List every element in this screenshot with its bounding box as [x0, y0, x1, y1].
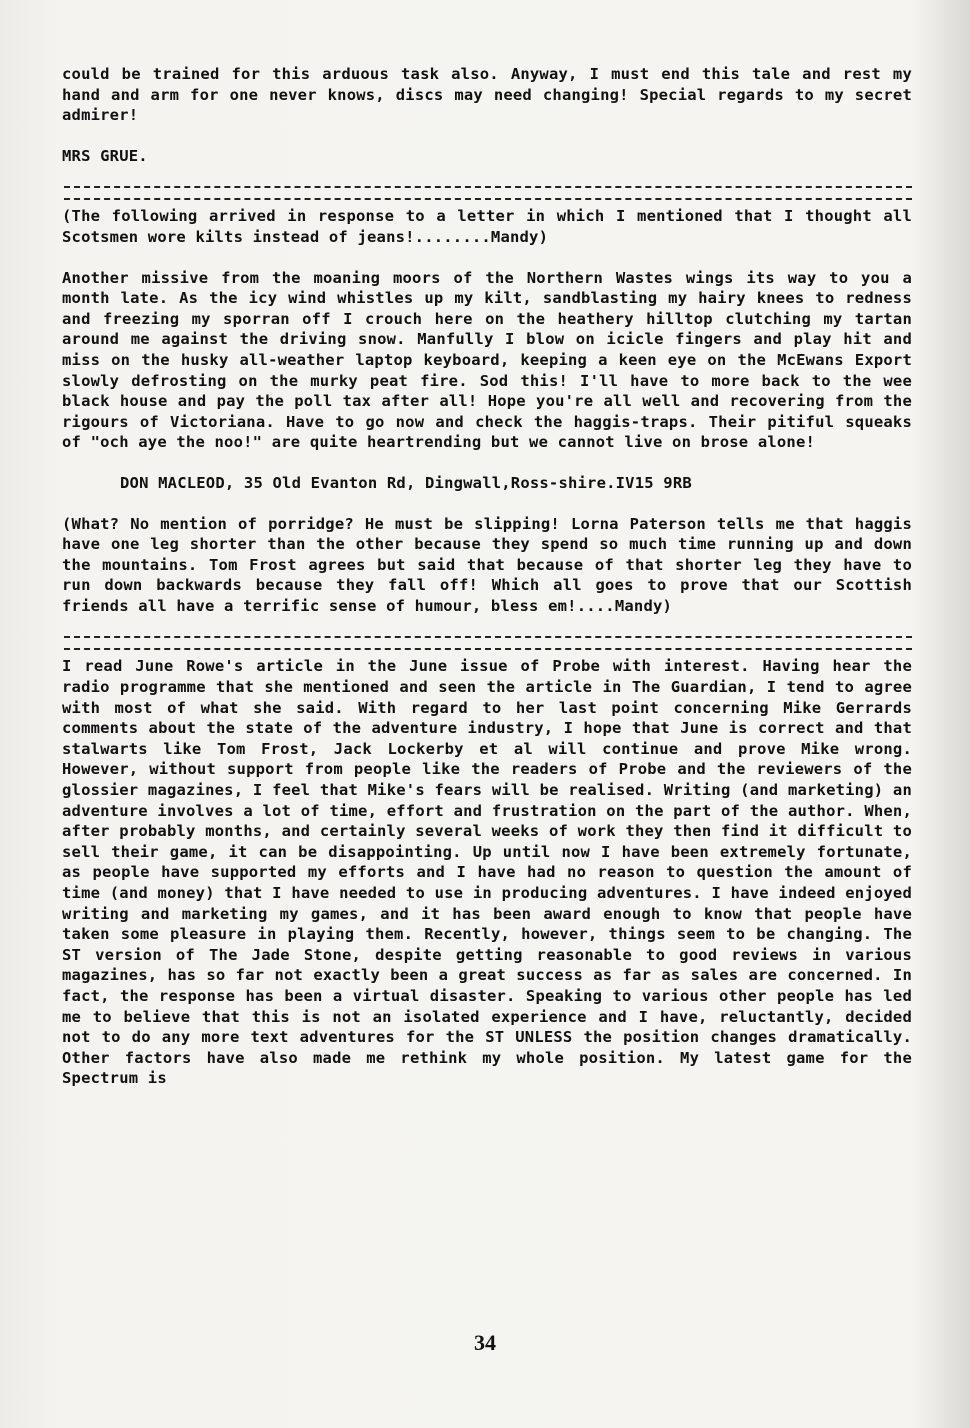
- letter3-body: I read June Rowe's article in the June issue of Probe with interest. Having hear the radio programme that she mentioned and seen the article in The Guardian, I tend to agree with most of what she said. With regard to her last point concerning Mike Gerrards comments about the state of the adventure industry, I hope that June is correct and that stalwarts like Tom Frost, Jack Lockerby et al will continue and prove Mike wrong. However, without support from people like the readers of Probe and the reviewers of the glossier magazines, I feel that Mike's fears will be realised. Writing (and marketing) an adventure involves a lot of time, effort and frustration on the part of the author. When, after probably months, and certainly several weeks of work they then find it difficult to sell their game, it can be disappointing. Up until now I have been extremely fortunate, as people have supported my efforts and I have had no reason to question the amount of time (and money) that I have needed to use in producing adventures. I have indeed enjoyed writing and marketing my games, and it has been award enough to know that people have taken some pleasure in playing them. Recently, however, things seem to be changing. The ST version of The Jade Stone, despite getting reasonable to good reviews in various magazines, has so far not exactly been a great success as far as sales are concerned. In fact, the response has been a virtual disaster. Speaking to various other people has led me to believe that this is not an isolated experience and I have, reluctantly, decided not to do any more text adventures for the ST UNLESS the position changes dramatically. Other factors have also made me rethink my whole position. My latest game for the Spectrum is: [62, 657, 912, 1088]
- letter1-body: could be trained for this arduous task also. Anyway, I must end this tale and rest my hand and arm for one never knows, discs may need changing! Special regards to my secret admirer!: [62, 65, 912, 125]
- letter2-intro: (The following arrived in response to a letter in which I mentioned that I thought all Scotsmen wore kilts instead of jeans!........Mandy): [62, 207, 912, 246]
- section-divider: [64, 636, 912, 650]
- editor-reply: (What? No mention of porridge? He must be slipping! Lorna Paterson tells me that haggis have one leg shorter than the other because they spend so much time running up and down the mountains. Tom Frost agrees but said that because of that shorter leg they have to run down backwards because they fall off! Which all goes to prove that our Scottish friends all have a terrific sense of humour, bless em!....Mandy): [62, 514, 912, 615]
- letter1-signoff: MRS GRUE.: [62, 146, 148, 165]
- letter2-body: Another missive from the moaning moors of the Northern Wastes wings its way to you a month late. As the icy wind whistles up my kilt, sandblasting my hairy knees to redness and freezing my sporran off I crouch here on the heathery hilltop clutching my tartan around me against the driving snow. Manfully I blow on icicle fingers and play hit and miss on the husky all-weather laptop keyboard, keeping a keen eye on the McEwans Export slowly defrosting on the murky peat fire. Sod this! I'll have to more back to the wee black house and pay the poll tax after all! Hope you're all well and recovering from the rigours of Victoriana. Have to go now and check the haggis-traps. Their pitiful squeaks of "och aye the noo!" are quite heartrending but we cannot live on brose alone!: [62, 268, 912, 452]
- letters-column: [62, 64, 912, 1089]
- page-number: 34: [474, 1330, 496, 1355]
- letter2-address: DON MACLEOD, 35 Old Evanton Rd, Dingwall,Ross-shire.IV15 9RB: [120, 473, 692, 492]
- section-divider: [64, 186, 912, 200]
